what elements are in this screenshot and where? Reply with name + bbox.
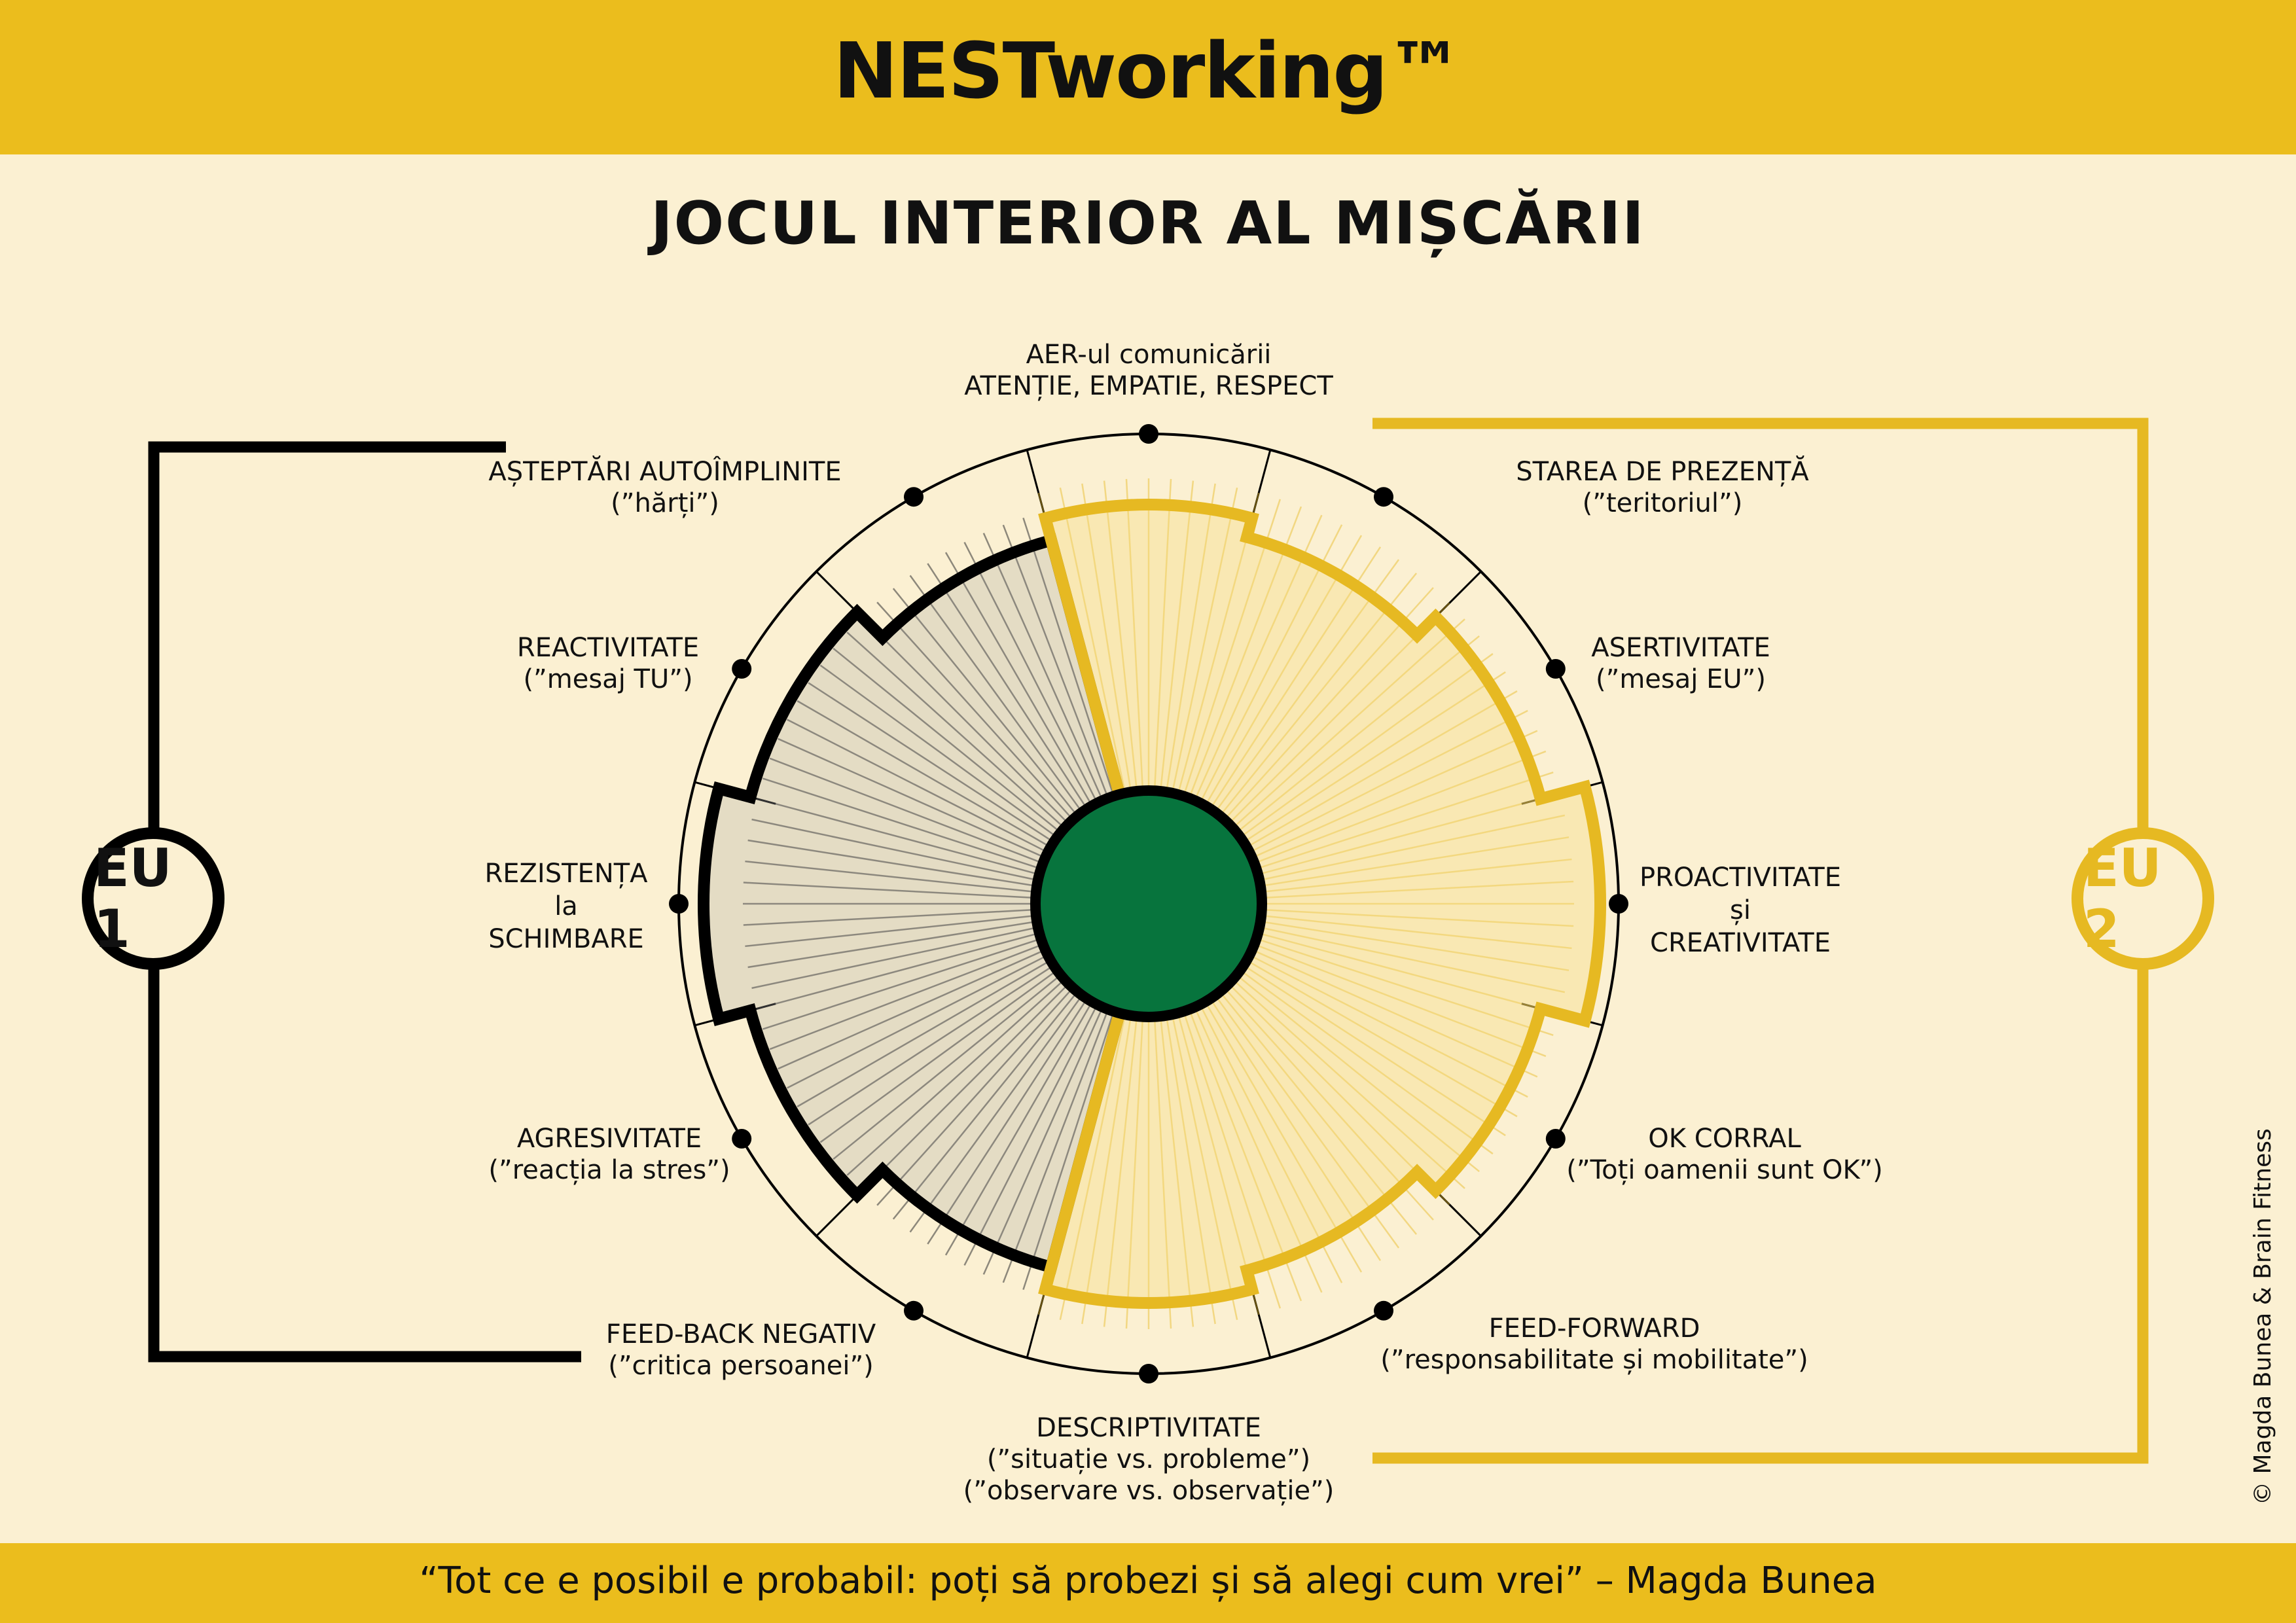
ring-marker xyxy=(904,1301,924,1321)
label-rezistenta xyxy=(484,857,647,955)
ring-marker xyxy=(669,894,689,914)
label-descriptivitate-line1: DESCRIPTIVITATE xyxy=(1036,1413,1261,1443)
label-ok-corral xyxy=(1566,1123,1883,1186)
label-asertivitate-line2: (”mesaj EU”) xyxy=(1596,664,1766,694)
ring-marker xyxy=(1546,1129,1566,1149)
label-prezenta xyxy=(1516,456,1809,519)
label-asteptari-line2: (”hărți”) xyxy=(611,488,719,518)
copyright-note: © Magda Bunea & Brain Fitness xyxy=(2250,1128,2276,1505)
label-asteptari xyxy=(488,456,841,519)
label-feedback-negativ-line1: FEED-BACK NEGATIV xyxy=(605,1319,876,1349)
label-descriptivitate-line3: (”observare vs. observație”) xyxy=(963,1476,1335,1506)
label-feed-forward-line1: FEED-FORWARD xyxy=(1488,1313,1700,1344)
label-rezistenta-line2: la xyxy=(554,891,578,921)
label-descriptivitate-line2: (”situație vs. probleme”) xyxy=(986,1444,1311,1474)
label-agresivitate-line1: AGRESIVITATE xyxy=(516,1124,702,1154)
eu2-label: EU 2 xyxy=(2083,838,2162,959)
ring-marker xyxy=(904,487,924,507)
label-descriptivitate xyxy=(963,1412,1335,1507)
footer-quote: “Tot ce e posibil e probabil: poți să probezi și să alegi cum vrei” – Magda Bunea xyxy=(419,1560,1877,1602)
ring-marker xyxy=(1139,1364,1158,1383)
label-reactivitate xyxy=(517,632,699,695)
label-feedback-negativ xyxy=(606,1319,876,1382)
ring-marker xyxy=(1546,659,1566,679)
label-aer-line2: ATENȚIE, EMPATIE, RESPECT xyxy=(964,371,1333,401)
ring-marker xyxy=(1609,894,1628,914)
label-rezistenta-line1: REZISTENȚA xyxy=(484,859,648,889)
label-reactivitate-line2: (”mesaj TU”) xyxy=(523,664,693,694)
label-aer-line1: AER-ul comunicării xyxy=(1026,340,1272,370)
label-feed-forward-line2: (”responsabilitate și mobilitate”) xyxy=(1380,1345,1808,1375)
label-proactivitate-line2: și xyxy=(1730,895,1751,925)
ring-marker xyxy=(1374,487,1393,507)
label-proactivitate xyxy=(1640,861,1841,959)
label-ok-corral-line2: (”Toți oamenii sunt OK”) xyxy=(1566,1155,1883,1185)
label-rezistenta-line3: SCHIMBARE xyxy=(488,924,644,954)
label-ok-corral-line1: OK CORRAL xyxy=(1648,1124,1801,1154)
label-aer xyxy=(964,339,1333,402)
label-proactivitate-line3: CREATIVITATE xyxy=(1650,928,1831,958)
label-reactivitate-line1: REACTIVITATE xyxy=(516,633,700,663)
label-agresivitate xyxy=(488,1123,730,1186)
label-asteptari-line1: AȘTEPTĂRI AUTOÎMPLINITE xyxy=(488,457,842,487)
label-prezenta-line1: STAREA DE PREZENȚĂ xyxy=(1516,457,1809,487)
label-feedback-negativ-line2: (”critica persoanei”) xyxy=(608,1351,874,1381)
eu1-label: EU 1 xyxy=(94,838,172,959)
page-title: JOCUL INTERIOR AL MIȘCĂRII xyxy=(651,189,1645,258)
label-feed-forward xyxy=(1380,1313,1808,1376)
label-prezenta-line2: (”teritoriul”) xyxy=(1582,488,1743,518)
core-circle xyxy=(1035,791,1262,1017)
app-title: NESTworking™ xyxy=(833,26,1463,116)
eu2-badge xyxy=(2072,827,2214,970)
label-asertivitate-line1: ASERTIVITATE xyxy=(1591,633,1770,663)
eu1-badge xyxy=(82,827,224,970)
label-agresivitate-line2: (”reacția la stres”) xyxy=(488,1155,730,1185)
label-asertivitate xyxy=(1591,632,1770,695)
ring-marker xyxy=(732,659,751,679)
ring-marker xyxy=(1139,424,1158,444)
ring-marker xyxy=(732,1129,751,1149)
label-proactivitate-line1: PROACTIVITATE xyxy=(1640,863,1841,893)
